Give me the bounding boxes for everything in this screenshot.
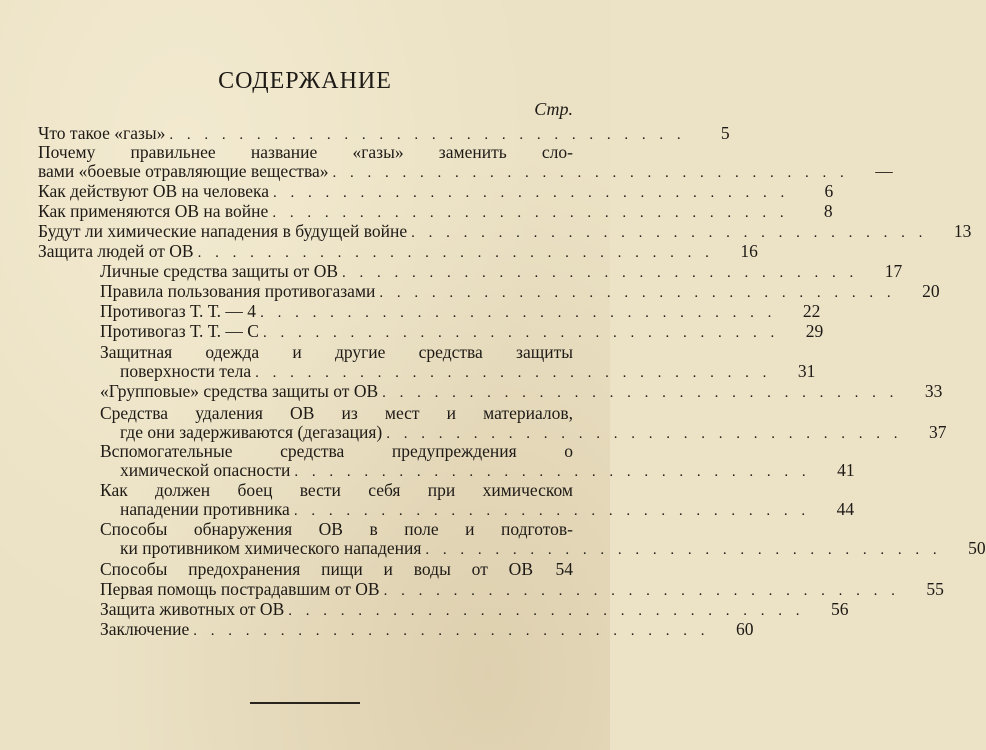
toc-subentry (100, 381, 943, 403)
toc-entry-title: Противогаз Т. Т. — С (100, 321, 259, 341)
toc-subentry (100, 403, 947, 444)
page-column-label: Стр. (534, 99, 573, 119)
toc-entry-title: Вспомогательные средства предупреждения о (100, 441, 573, 461)
toc-entry-page: 17 (884, 261, 903, 281)
toc-leader: . . . . . . . . . . . . . . . . . . . . . . . . . . . . . . (411, 225, 928, 241)
toc-entry-page: 29 (805, 321, 824, 341)
toc-entry-title: Защита людей от ОВ (38, 241, 194, 261)
toc-entry-page: 54 (555, 559, 573, 579)
toc-entry-page: 20 (922, 281, 940, 301)
toc-leader: . . . . . . . . . . . . . . . . . . . . . . . . . . . . . . (260, 305, 777, 321)
toc-leader: . . . . . . . . . . . . . . . . . . . . . . . . . . . . . . (273, 185, 790, 201)
toc-entry-page: 50 (968, 538, 986, 558)
toc-entry-page: 33 (924, 381, 943, 401)
toc-entry (38, 142, 893, 183)
toc-entry-title: Личные средства защиты от ОВ (100, 261, 339, 281)
toc-leader: . . . . . . . . . . . . . . . . . . . . . . . . . . . . . . (425, 542, 942, 558)
toc-entry-title: Способы предохранения пищи и воды от ОВ (100, 559, 533, 579)
toc-leader: . . . . . . . . . . . . . . . . . . . . . . . . . . . . . . (332, 165, 849, 181)
toc-entry-title: Правила пользования противогазами (100, 281, 376, 301)
toc-entry-title-continued: поверхности тела (120, 361, 252, 381)
toc-subentry (100, 599, 849, 621)
toc-entry-title: Как действуют ОВ на человека (38, 181, 269, 201)
toc-entry-page: 6 (824, 181, 834, 201)
toc-entry (38, 241, 758, 263)
toc-entry-title-continued: где они задерживаются (дегазация) (120, 422, 383, 442)
toc-entry-title: Защита животных от ОВ (100, 599, 285, 619)
toc-entry-page: 16 (740, 241, 758, 261)
toc-leader: . . . . . . . . . . . . . . . . . . . . . . . . . . . . . . (342, 265, 859, 281)
toc-entry-page: 31 (797, 361, 816, 381)
toc-entry-title: Защитная одежда и другие средства защиты (100, 342, 573, 362)
toc-entry-page: 41 (837, 460, 855, 480)
toc-entry-title-continued: химической опасности (120, 460, 291, 480)
toc-entry-page: 8 (823, 201, 833, 221)
toc-entry (38, 181, 834, 203)
toc-entry-page: 56 (831, 599, 849, 619)
toc-subentry (100, 519, 986, 560)
toc-entry-title-continued: нападении противника (120, 499, 290, 519)
toc-subentry (100, 281, 940, 303)
toc-entry-title: Будут ли химические нападения в будущей войне (38, 221, 408, 241)
toc-subentry (100, 261, 903, 283)
toc-entry (38, 221, 972, 243)
toc-subentry (100, 579, 944, 601)
toc-leader: . . . . . . . . . . . . . . . . . . . . . . . . . . . . . . (262, 325, 780, 341)
toc-subentry (100, 301, 821, 323)
toc-entry (38, 201, 833, 223)
toc-entry-page: 5 (720, 123, 730, 143)
closing-rule (250, 702, 360, 704)
toc-entry-title-continued: вами «боевые отравляющие вещества» (38, 161, 329, 181)
toc-subentry (100, 342, 816, 383)
toc-leader: . . . . . . . . . . . . . . . . . . . . . . . . . . . . . . (193, 623, 710, 639)
toc-entry-page: 55 (926, 579, 944, 599)
toc-leader: . . . . . . . . . . . . . . . . . . . . . . . . . . . . . . (169, 127, 686, 143)
toc-subentry (100, 619, 754, 641)
toc-entry-title: Первая помощь пострадавшим от ОВ (100, 579, 380, 599)
toc-leader: . . . . . . . . . . . . . . . . . . . . . . . . . . . . . . (386, 426, 903, 442)
toc-leader: . . . . . . . . . . . . . . . . . . . . . . . . . . . . . . (293, 503, 811, 519)
toc-entry-title: Способы обнаружения ОВ в поле и подготов- (100, 519, 573, 539)
toc-leader: . . . . . . . . . . . . . . . . . . . . . . . . . . . . . . (383, 583, 900, 599)
toc-entry-title: Почему правильнее название «газы» заменить сло- (38, 142, 573, 162)
toc-subentry (100, 560, 573, 579)
toc-entry-title: Как должен боец вести себя при химическом (100, 480, 573, 500)
toc-entry-title: Заключение (100, 619, 190, 639)
toc-leader: . . . . . . . . . . . . . . . . . . . . . . . . . . . . . . (379, 285, 896, 301)
toc-leader: . . . . . . . . . . . . . . . . . . . . . . . . . . . . . . (288, 603, 805, 619)
toc-leader: . . . . . . . . . . . . . . . . . . . . . . . . . . . . . . (294, 464, 811, 480)
toc-entry-page: 60 (736, 619, 754, 639)
toc-entry-title: Средства удаления ОВ из мест и материалов, (100, 403, 573, 423)
toc-subentry (100, 480, 855, 521)
toc-entry-page: — (875, 161, 893, 181)
toc-entry-page: 44 (836, 499, 855, 519)
toc-subentry (100, 321, 824, 343)
toc-entry-page: 13 (953, 221, 972, 241)
page-title: СОДЕРЖАНИЕ (218, 68, 392, 94)
toc-entry-page: 37 (928, 422, 947, 442)
toc-entry-title: Что такое «газы» (38, 123, 166, 143)
toc-leader: . . . . . . . . . . . . . . . . . . . . . . . . . . . . . . (255, 365, 772, 381)
toc-entry-title-continued: ки противником химического нападения (120, 538, 422, 558)
toc-leader: . . . . . . . . . . . . . . . . . . . . . . . . . . . . . . (272, 205, 789, 221)
toc-leader: . . . . . . . . . . . . . . . . . . . . . . . . . . . . . . (382, 385, 899, 401)
toc-entry-page: 22 (802, 301, 821, 321)
toc-leader: . . . . . . . . . . . . . . . . . . . . . . . . . . . . . . (197, 245, 714, 261)
toc-subentry (100, 441, 855, 482)
toc-entry-title: Как применяются ОВ на войне (38, 201, 269, 221)
toc-entry-title: Противогаз Т. Т. — 4 (100, 301, 257, 321)
toc-entry-title: «Групповые» средства защиты от ОВ (100, 381, 379, 401)
